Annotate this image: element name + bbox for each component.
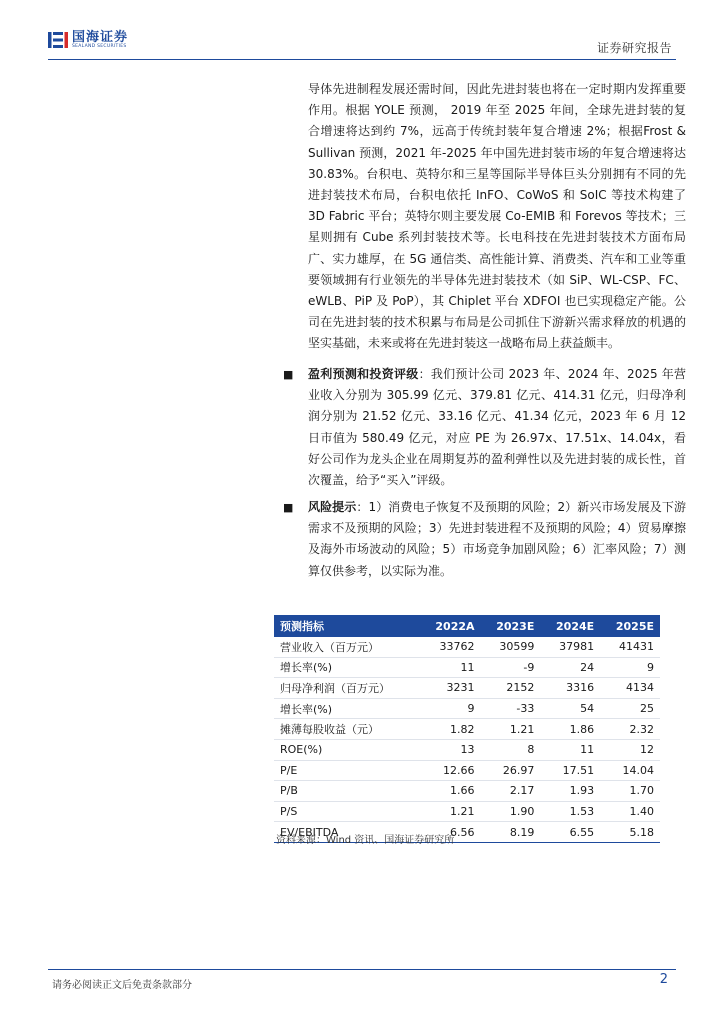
footer-disclaimer: 请务必阅读正文后免责条款部分 [52, 980, 192, 991]
table-row [274, 678, 660, 699]
table-cell: 14.04 [600, 760, 660, 781]
sealand-logo [48, 30, 128, 50]
table-cell: 1.70 [600, 781, 660, 802]
table-cell: 1.66 [420, 781, 481, 802]
table-cell: 1.40 [600, 801, 660, 822]
table-cell: 归母净利润（百万元） [274, 678, 420, 699]
page-number: 2 [659, 972, 668, 987]
table-header-cell: 2024E [540, 615, 600, 637]
table-cell: 25 [600, 698, 660, 719]
logo-en-text: SEALAND SECURITIES [72, 43, 127, 49]
table-cell: 24 [540, 657, 600, 678]
table-cell: -33 [481, 698, 541, 719]
table-cell: 6.55 [540, 822, 600, 843]
table-header-cell: 2025E [600, 615, 660, 637]
table-cell: 3316 [540, 678, 600, 699]
bullet-text: ：我们预计公司 2023 年、2024 年、2025 年营业收入分别为 305.99 亿元、379.81 亿元、414.31 亿元，归母净利润分别为 21.52 亿元、33.16 亿元、41.34 亿元，2023 年 6 月 12 日市值为 580.49 亿元，对应 PE 为 26.97x、17.51x、14.04x，看好公司作为龙头企业在周期复苏的盈利弹性以及先进封装的成长性，首次覆盖，给予“买入”评级。 [308, 367, 686, 488]
table-header-row [274, 615, 660, 637]
table-cell: 30599 [481, 637, 541, 657]
table-cell: 9 [420, 698, 481, 719]
table-cell: 2.32 [600, 719, 660, 740]
table-header-cell: 预测指标 [274, 615, 420, 637]
table-cell: 1.86 [540, 719, 600, 740]
bullet-text: ：1）消费电子恢复不及预期的风险；2）新兴市场发展及下游需求不及预期的风险；3）先进封装进程不及预期的风险；4）贸易摩擦及海外市场波动的风险；5）市场竞争加剧风险；6）汇率风险；7）测算仅供参考，以实际为准。 [308, 500, 686, 578]
table-cell: P/E [274, 760, 420, 781]
table-cell: 37981 [540, 637, 600, 657]
table-cell: P/B [274, 781, 420, 802]
bullet-title: 盈利预测和投资评级 [308, 367, 419, 381]
bullet-risk-warning [283, 497, 686, 582]
header-divider [48, 59, 676, 60]
bullet-marker: ■ [283, 368, 294, 381]
table-cell: 1.53 [540, 801, 600, 822]
table-cell: -9 [481, 657, 541, 678]
bullet-title: 风险提示 [308, 500, 357, 514]
table-cell: 12.66 [420, 760, 481, 781]
table-cell: EV/EBITDA [274, 822, 420, 843]
footer-divider [48, 969, 676, 970]
table-cell: 11 [540, 739, 600, 760]
table-cell: 41431 [600, 637, 660, 657]
table-cell: 1.21 [481, 719, 541, 740]
table-cell: 3231 [420, 678, 481, 699]
table-cell: 12 [600, 739, 660, 760]
table-source-note: 资料来源：Wind 资讯、国海证券研究所 [276, 835, 455, 846]
table-cell: 增长率(%) [274, 698, 420, 719]
table-row [274, 719, 660, 740]
table-cell: 增长率(%) [274, 657, 420, 678]
table-cell: 6.56 [420, 822, 481, 843]
table-cell: 26.97 [481, 760, 541, 781]
logo-cn-text: 国海证券 [72, 29, 129, 45]
table-row [274, 801, 660, 822]
table-cell: P/S [274, 801, 420, 822]
table-cell: 2152 [481, 678, 541, 699]
forecast-table [274, 615, 660, 843]
table-header-cell: 2022A [420, 615, 481, 637]
table-cell: 54 [540, 698, 600, 719]
table-cell: 13 [420, 739, 481, 760]
bullet-marker: ■ [283, 501, 294, 514]
table-header-cell: 2023E [481, 615, 541, 637]
table-cell: 9 [600, 657, 660, 678]
table-cell: 1.82 [420, 719, 481, 740]
table-cell: 33762 [420, 637, 481, 657]
table-cell: 1.90 [481, 801, 541, 822]
table-cell: 摊薄每股收益（元） [274, 719, 420, 740]
table-cell: 5.18 [600, 822, 660, 843]
page-header [0, 0, 724, 62]
table-row [274, 637, 660, 657]
table-cell: 4134 [600, 678, 660, 699]
table-row [274, 760, 660, 781]
bullet-earnings-forecast [283, 364, 686, 491]
report-type-title: 证券研究报告 [596, 41, 672, 55]
paragraph-advanced-packaging: 导体先进制程发展还需时间，因此先进封装也将在一定时期内发挥重要作用。根据 YOLE 预测， 2019 年至 2025 年间，全球先进封装的复合增速将达到约 7%，远高于传统封装年复合增速 2%；根据Frost & Sullivan 预测，2021 年-2025 年中国先进封装市场的年复合增速将达 30.83%。台积电、英特尔和三星等国际半导体巨头分别拥有不同的先进封装技术布局，台积电依托 InFO、CoWoS 和 SoIC 等技术构建了 3D Fabric 平台；英特尔则主要发展 Co-EMIB 和 Forevos 等技术；三星则拥有 Cube 系列封装技术等。长电科技在先进封装技术方面布局广、实力雄厚，在 5G 通信类、高性能计算、消费类、汽车和工业等重要领域拥有行业领先的半导体先进封装技术（如 SiP、WL-CSP、FC、eWLB、PiP 及 PoP），其 Chiplet 平台 XDFOI 也已实现稳定产能。公司在先进封装的技术积累与布局是公司抓住下游新兴需求释放的机遇的坚实基础，未来或将在先进封装这一战略布局上获益颇丰。 [308, 82, 686, 351]
table-cell: 1.93 [540, 781, 600, 802]
table-row [274, 698, 660, 719]
table-cell: 11 [420, 657, 481, 678]
sealand-logo-icon [48, 30, 68, 50]
table-row [274, 657, 660, 678]
table-cell: 8 [481, 739, 541, 760]
table-cell: 1.21 [420, 801, 481, 822]
table-row [274, 739, 660, 760]
table-cell: 营业收入（百万元） [274, 637, 420, 657]
table-cell: 17.51 [540, 760, 600, 781]
table-cell: 8.19 [481, 822, 541, 843]
table-cell: 2.17 [481, 781, 541, 802]
table-row [274, 781, 660, 802]
table-cell: ROE(%) [274, 739, 420, 760]
